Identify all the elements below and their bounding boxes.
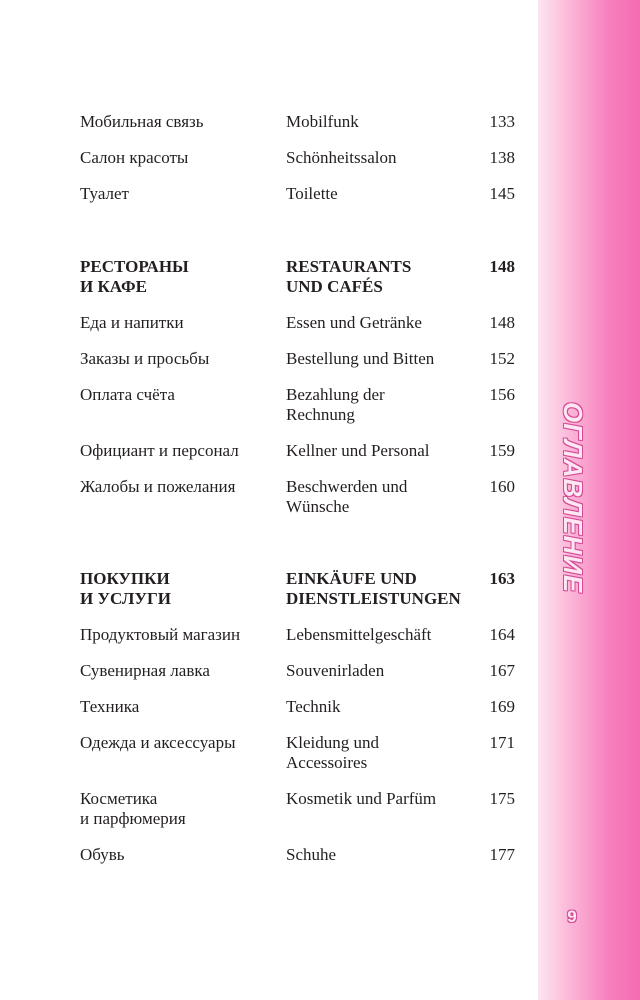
- toc-ru-title: Официант и персонал: [80, 441, 239, 460]
- toc-de-title: Mobilfunk: [286, 112, 359, 131]
- toc-de-title: RESTAURANTS UND CAFÉS: [286, 257, 412, 296]
- toc-de-title: Technik: [286, 697, 341, 716]
- toc-de-title: Essen und Getränke: [286, 313, 422, 332]
- page-number: 9: [567, 907, 577, 926]
- toc-de-title: Beschwerden und Wünsche: [286, 477, 408, 516]
- toc-page-number: 148: [489, 313, 515, 332]
- toc-page-number: 138: [489, 148, 515, 167]
- toc-de-title: Kleidung und Accessoires: [286, 733, 380, 772]
- toc-de-title: Souvenirladen: [286, 661, 385, 680]
- toc-de-title: Lebensmittelgeschäft: [286, 625, 432, 644]
- toc-de-title: Bezahlung der Rechnung: [286, 385, 385, 424]
- sidebar-title: ОГЛАВЛЕНИЕ: [558, 402, 588, 594]
- toc-ru-title: Туалет: [80, 184, 129, 203]
- toc-page-number: 163: [489, 569, 515, 588]
- toc-page-number: 164: [489, 625, 515, 644]
- toc-ru-title: Салон красоты: [80, 148, 189, 167]
- toc-page-number: 160: [489, 477, 515, 496]
- toc-ru-title: ПОКУПКИ И УСЛУГИ: [80, 569, 171, 608]
- sidebar-band: [538, 0, 640, 1000]
- toc-ru-title: Еда и напитки: [80, 313, 184, 332]
- toc-ru-title: Жалобы и пожелания: [80, 477, 236, 496]
- toc-de-title: EINKÄUFE UND DIENSTLEISTUNGEN: [286, 569, 461, 608]
- toc-de-title: Toilette: [286, 184, 338, 203]
- toc-ru-title: Заказы и просьбы: [80, 349, 210, 368]
- toc-de-title: Bestellung und Bitten: [286, 349, 435, 368]
- toc-ru-title: Обувь: [80, 845, 125, 864]
- toc-page-number: 169: [489, 697, 515, 716]
- toc-ru-title: Мобильная связь: [80, 112, 204, 131]
- toc-page-number: 156: [489, 385, 515, 404]
- toc-page-number: 177: [489, 845, 515, 864]
- toc-page-number: 175: [489, 789, 515, 808]
- toc-ru-title: Сувенирная лавка: [80, 661, 210, 680]
- toc-ru-title: Продуктовый магазин: [80, 625, 241, 644]
- toc-page-number: 145: [489, 184, 515, 203]
- toc-ru-title: Одежда и аксессуары: [80, 733, 236, 752]
- toc-de-title: Kellner und Personal: [286, 441, 430, 460]
- toc-page-number: 159: [489, 441, 515, 460]
- toc-ru-title: Косметика и парфюмерия: [80, 789, 186, 828]
- toc-page-number: 148: [489, 257, 515, 276]
- toc-page-number: 133: [489, 112, 515, 131]
- toc-page-number: 167: [489, 661, 515, 680]
- toc-ru-title: Оплата счёта: [80, 385, 175, 404]
- toc-ru-title: РЕСТОРАНЫ И КАФЕ: [80, 257, 189, 296]
- toc-de-title: Schönheitssalon: [286, 148, 397, 167]
- toc-ru-title: Техника: [80, 697, 140, 716]
- toc-page-number: 152: [489, 349, 515, 368]
- toc-de-title: Schuhe: [286, 845, 337, 864]
- toc-page-number: 171: [489, 733, 515, 752]
- toc-de-title: Kosmetik und Parfüm: [286, 789, 437, 808]
